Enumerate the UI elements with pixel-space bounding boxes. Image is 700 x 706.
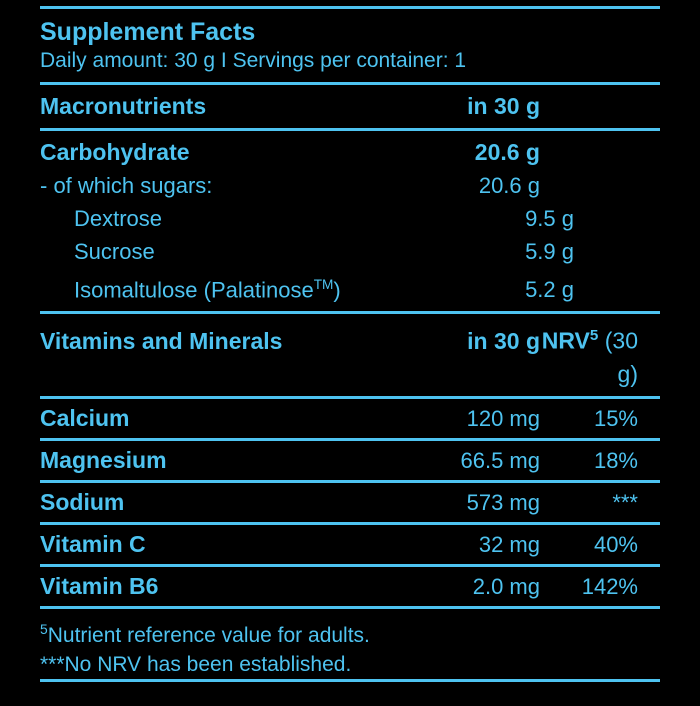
footnotes (40, 609, 660, 679)
nutrient-nrv: 15% (593, 405, 638, 431)
nutrient-name: Vitamin B6 (40, 572, 159, 599)
nutrient-nrv: 142% (581, 573, 638, 599)
page-title: Supplement Facts (40, 18, 256, 46)
supplement-facts-panel (0, 6, 700, 706)
vitamins-nrv-header (540, 319, 660, 391)
nrv-unit: (30 g) (598, 327, 638, 387)
nutrient-name: Magnesium (40, 446, 167, 473)
nrv-text: NRV (541, 327, 590, 354)
footnote-text: ***No NRV has been established. (40, 652, 352, 676)
vitamin-row-vitamin-c (40, 525, 660, 564)
nutrient-name: Calcium (40, 404, 130, 431)
serving-info: Daily amount: 30 g I Servings per container: 1 (40, 49, 467, 72)
nutrient-value: 20.6 g (478, 173, 540, 198)
nutrient-name-end: ) (333, 277, 341, 303)
nutrient-nrv: 18% (593, 447, 638, 473)
table-row (40, 235, 660, 268)
nutrient-name: - of which sugars: (40, 173, 213, 198)
nutrient-name: Vitamin C (40, 530, 146, 557)
nutrient-nrv: *** (612, 489, 638, 515)
nutrient-name (40, 268, 444, 306)
nrv-footnote-marker: 5 (589, 327, 599, 345)
macronutrients-label: Macronutrients (40, 93, 207, 119)
nutrient-name-main: Isomaltulose (Palatinose (74, 277, 314, 303)
footnote-text: Nutrient reference value for adults. (47, 623, 370, 647)
nutrient-value: 5.9 g (525, 239, 574, 264)
nutrient-name: Dextrose (74, 206, 163, 231)
vitamins-header-row (40, 314, 660, 396)
header-block (40, 9, 660, 82)
nutrient-value: 573 mg (466, 489, 540, 515)
table-row (40, 169, 660, 202)
vitamin-row-calcium (40, 399, 660, 438)
nutrient-nrv: 40% (593, 531, 638, 557)
macronutrients-amount-header: in 30 g (467, 93, 540, 119)
macronutrients-rows (40, 131, 660, 311)
nutrient-value: 120 mg (466, 405, 540, 431)
nutrient-value: 66.5 mg (460, 447, 540, 473)
nutrient-name: Carbohydrate (40, 139, 190, 165)
nutrient-name: Sucrose (74, 239, 155, 264)
vitamins-label: Vitamins and Minerals (40, 327, 283, 354)
nutrient-value: 5.2 g (525, 277, 574, 303)
nutrient-value: 32 mg (478, 531, 540, 557)
nutrient-value: 2.0 mg (472, 573, 540, 599)
footnote-no-nrv (40, 650, 660, 679)
nutrient-name: Sodium (40, 488, 125, 515)
vitamin-row-vitamin-b6 (40, 567, 660, 606)
footnote-marker: 5 (40, 620, 48, 637)
table-row (40, 268, 660, 306)
vitamin-row-sodium (40, 483, 660, 522)
macronutrients-header-row (40, 85, 660, 128)
nutrient-value: 9.5 g (525, 206, 574, 231)
table-row (40, 202, 660, 235)
nutrient-value: 20.6 g (474, 139, 540, 165)
table-row (40, 136, 660, 169)
vitamin-row-magnesium (40, 441, 660, 480)
footnote-nrv (40, 615, 660, 650)
vitamins-amount-header: in 30 g (467, 327, 540, 354)
divider-bottom (40, 679, 660, 682)
trademark-mark: TM (313, 277, 334, 292)
